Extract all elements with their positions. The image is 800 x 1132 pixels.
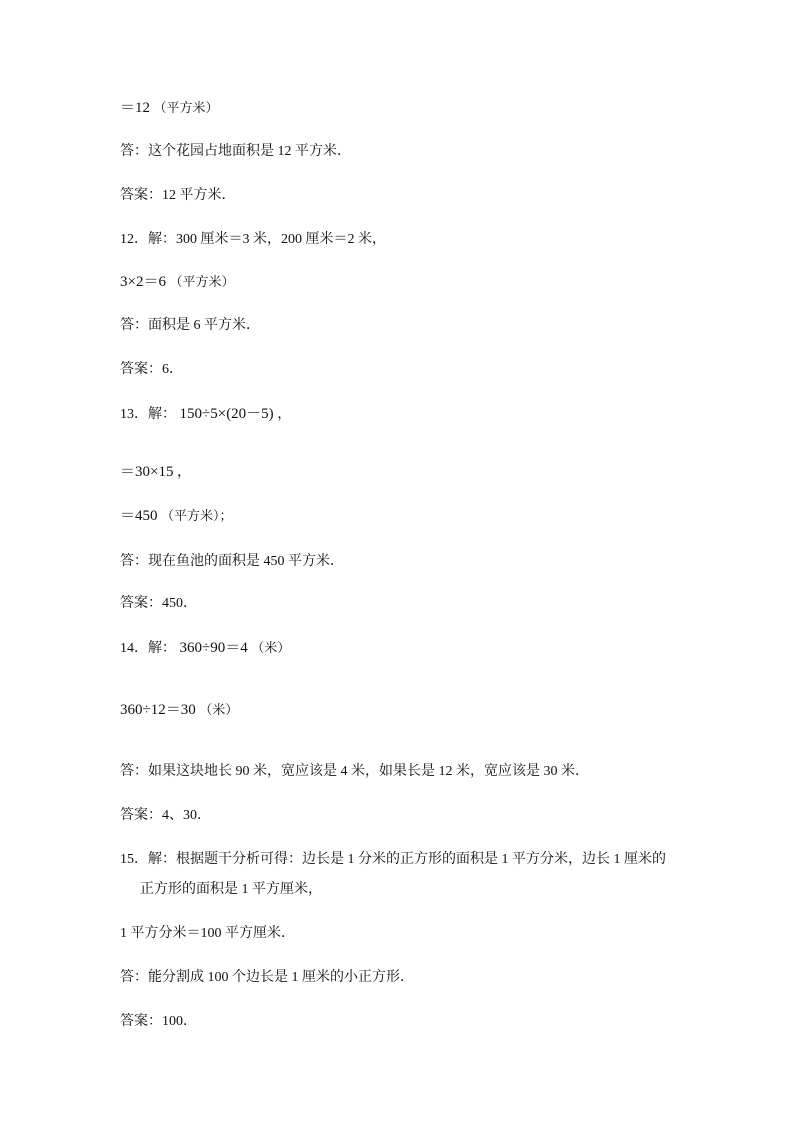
- solution-13-heading: [120, 404, 291, 425]
- unit-label: （平方米）: [153, 100, 219, 115]
- unit-label: （米）: [199, 702, 239, 717]
- math-expression: 3×2＝6: [120, 274, 166, 290]
- punctuation: ，: [277, 407, 292, 422]
- answer-label-garden: 答案：12 平方米．: [120, 188, 236, 203]
- conversion-line: 1 平方分米＝100 平方厘米．: [120, 926, 295, 941]
- unit-label: （平方米）: [169, 274, 235, 289]
- math-expression: ＝12: [120, 100, 151, 116]
- math-expression: ＝450: [120, 508, 158, 524]
- solution-12-heading: 12．解：300 厘米＝3 米，200 厘米＝2 米，: [120, 232, 386, 247]
- answer-label-450: 答案：450．: [120, 596, 197, 611]
- equation-line-3x2: [120, 272, 234, 293]
- answer-sentence-squares: 答：能分割成 100 个边长是 1 厘米的小正方形．: [120, 970, 414, 985]
- punctuation: ，: [176, 465, 191, 480]
- math-expression: 150÷5×(20－5): [179, 406, 274, 422]
- math-expression: 360÷90＝4: [179, 640, 248, 656]
- answer-sentence-pond: 答：现在鱼池的面积是 450 平方米．: [120, 554, 344, 569]
- answer-sentence-area-6: 答：面积是 6 平方米．: [120, 318, 260, 333]
- equation-line-area-12: [120, 98, 219, 119]
- solution-14-heading: [120, 638, 290, 659]
- math-expression: 360÷12＝30: [120, 702, 196, 718]
- unit-label: （平方米）；: [161, 508, 233, 523]
- problem-label: 14．解：: [120, 641, 176, 656]
- answer-sentence-garden: 答：这个花园占地面积是 12 平方米．: [120, 144, 351, 159]
- answer-label-6: 答案：6．: [120, 362, 183, 377]
- answer-sentence-width: 答：如果这块地长 90 米，宽应该是 4 米，如果长是 12 米，宽应该是 30 米．: [120, 764, 589, 779]
- math-expression: ＝30×15: [120, 464, 174, 480]
- equation-line-30x15: [120, 462, 191, 483]
- unit-label: （米）: [251, 640, 291, 655]
- answer-label-4-30: 答案：4、30．: [120, 808, 211, 823]
- equation-line-450: [120, 506, 233, 527]
- solution-15-continuation: 正方形的面积是 1 平方厘米，: [140, 882, 322, 897]
- equation-line-360div12: [120, 700, 238, 721]
- answer-label-100: 答案：100．: [120, 1014, 197, 1029]
- solution-15-heading: 15．解：根据题干分析可得：边长是 1 分米的正方形的面积是 1 平方分米，边长 1 厘米的: [120, 852, 666, 867]
- problem-label: 13．解：: [120, 407, 176, 422]
